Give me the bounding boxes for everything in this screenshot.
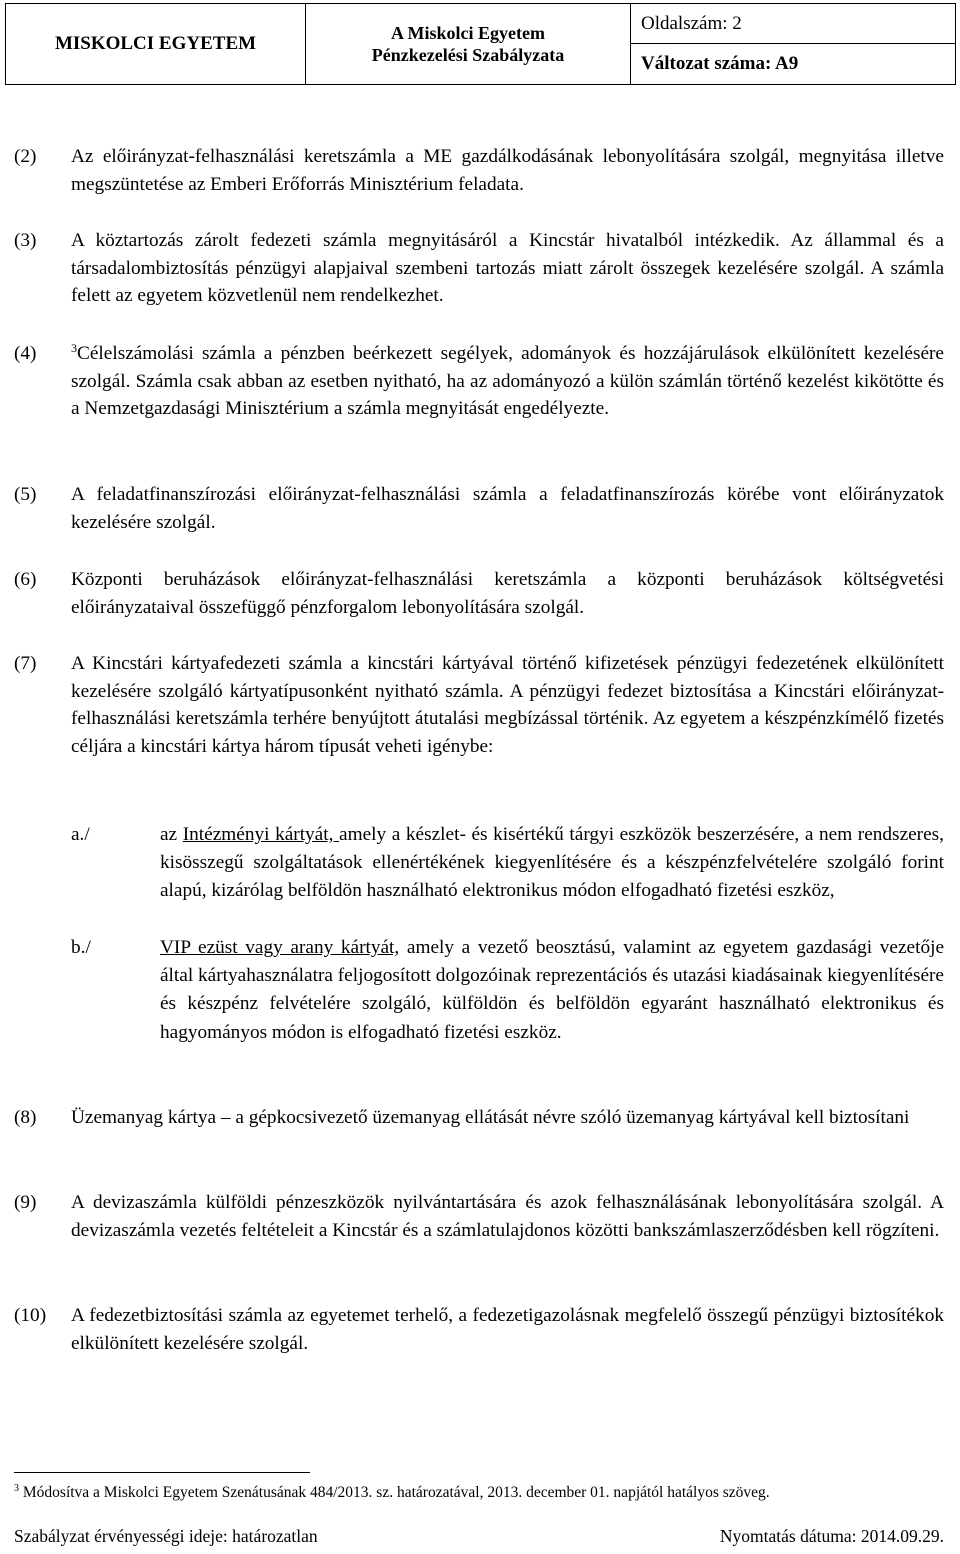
card-type-a [71,821,944,906]
paragraph-text: Üzemanyag kártya – a gépkocsivezető üzemanyag ellátását névre szóló üzemanyag kártyával kell biztosítani [71,1107,910,1128]
document-title-line1: A Miskolci Egyetem [391,23,545,43]
paragraph-text: A Kincstári kártyafedezeti számla a kincstári kártyával történő kifizetések pénzügyi fedezetének elkülönített kezelésére szolgáló kártyatípusonként nyitható számla. A pénzügyi fedezet biztosítása a Kincstári előirányzat-felhasználási keretszámla terhére benyújtott átutalási megbízással történik. Az egyetem a készpénzkímélő fizetés céljára a kincstári kártya három típusát veheti igénybe: [71,653,944,757]
paragraph-number: (3) [14,230,37,251]
paragraph-3 [14,227,944,310]
paragraph-text: A feladatfinanszírozási előirányzat-felhasználási számla a feladatfinanszírozás körébe vont előirányzatok kezelésére szolgál. [71,484,944,533]
paragraph-text-wrap [71,340,944,423]
paragraph-4 [14,340,944,423]
paragraph-text: Az előirányzat-felhasználási keretszámla a ME gazdálkodásának lebonyolítására szolgál, megnyitása illetve megszüntetése az Emberi Erőforrás Minisztérium feladata. [71,146,944,195]
footnote-text: Módosítva a Miskolci Egyetem Szenátusának 484/2013. sz. határozatával, 2013. december 01. napjától hatályos szöveg. [19,1484,770,1501]
card-type-prefix: az [160,824,183,845]
paragraph-text: A devizaszámla külföldi pénzeszközök nyilvántartására és azok felhasználásának lebonyolítására szolgál. A devizaszámla vezetés feltételeit a Kincstár és a számlatulajdonos közötti bankszámlaszerződésben kell rögzíteni. [71,1192,944,1241]
paragraph-text: Központi beruházások előirányzat-felhasználási keretszámla a központi beruházások költségvetési előirányzataival összefüggő pénzforgalom lebonyolítására szolgál. [71,569,944,618]
paragraph-number: (5) [14,484,37,505]
version-label: Változat száma: [641,53,772,74]
paragraph-number: (9) [14,1192,37,1213]
paragraph-2 [14,143,944,198]
paragraph-number: (6) [14,569,37,590]
card-type-name: VIP ezüst vagy arany kártyát, [160,937,400,958]
version-cell [631,44,956,85]
card-type-text [160,934,944,1047]
card-type-description: amely a vezető beosztású, valamint az egyetem gazdasági vezetője által kártyahasználatra feljogosított dolgozóinak reprezentációs és utazási kiadásainak kiegyenlítésére és készpénz felvételére szolgáló, külföldön és belföldön egyaránt használható elektronikus és hagyományos módon is elfogadható fizetési eszköz. [160,937,944,1043]
page-number: Oldalszám: 2 [631,4,956,44]
validity-text: Szabályzat érvényességi ideje: határozatlan [14,1526,318,1546]
paragraph-number: (4) [14,343,37,364]
paragraph-5 [14,481,944,536]
version-value: A9 [775,53,799,74]
paragraph-number: (2) [14,146,37,167]
paragraph-number: (10) [14,1305,47,1326]
document-title-line2: Pénzkezelési Szabályzata [371,45,565,65]
card-type-b [71,934,944,1047]
paragraph-6 [14,566,944,621]
paragraph-text: A fedezetbiztosítási számla az egyetemet terhelő, a fedezetigazolásnak megfelelő összegű pénzügyi biztosítékok elkülönített kezelésére szolgál. [71,1305,944,1354]
page-footer [14,1525,944,1547]
paragraph-text: A köztartozás zárolt fedezeti számla megnyitásáról a Kincstár hivatalból intézkedik. Az állammal és a társadalombiztosítás pénzügyi alapjaival szembeni tartozás miatt zárolt összegek kezelésére szolgál. A számla felett az egyetem közvetlenül nem rendelkezhet. [71,230,944,307]
paragraph-10 [14,1302,944,1357]
header-table [5,3,956,85]
paragraph-number: (8) [14,1107,37,1128]
footnote [14,1483,944,1503]
document-title [306,4,631,85]
org-name: MISKOLCI EGYETEM [6,4,306,85]
card-type-description: amely a készlet- és kisértékű tárgyi eszközök beszerzésére, a nem rendszeres, kisösszegű szolgáltatások ellenértékének kiegyenlítésére és a készpénzfelvételére szolgáló forint alapú, kizárólag belföldön használható elektronikus módon elfogadható fizetési eszköz, [160,824,944,902]
print-date: Nyomtatás dátuma: 2014.09.29. [719,1526,944,1546]
paragraph-number: (7) [14,653,37,674]
paragraph-text: Célelszámolási számla a pénzben beérkezett segélyek, adományok és hozzájárulások elkülönített kezelésére szolgál. Számla csak abban az esetben nyitható, ha az adományozó a külön számlán történő kezelést kikötötte és a Nemzetgazdasági Minisztérium a számla megnyitását engedélyezte. [71,343,944,420]
footnote-divider [14,1472,310,1473]
paragraph-8 [14,1104,944,1132]
list-marker: b./ [71,937,91,958]
paragraph-9 [14,1189,944,1244]
list-marker: a./ [71,824,90,845]
footnote-ref: 3 [71,341,77,355]
card-type-name: Intézményi kártyát, [182,824,340,845]
card-type-text [160,821,944,906]
footnote-number: 3 [14,1483,19,1494]
paragraph-7 [14,650,944,760]
